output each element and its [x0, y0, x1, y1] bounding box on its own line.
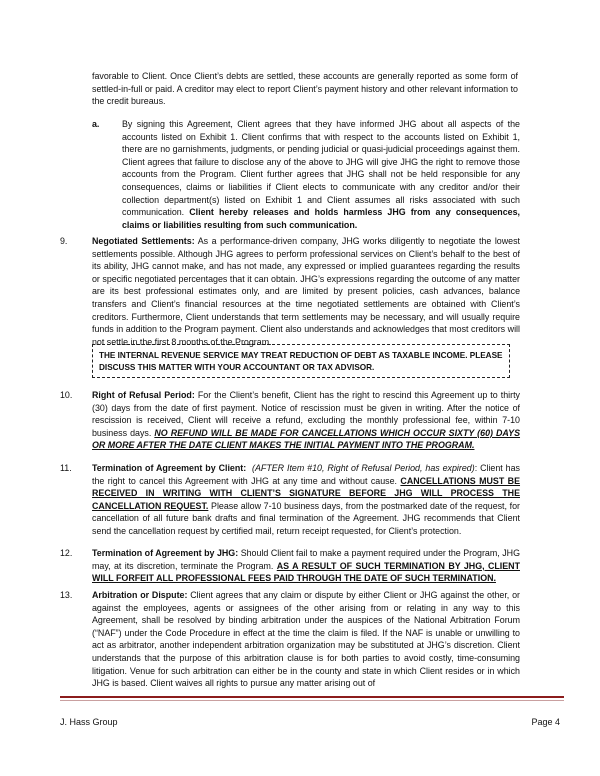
section-12-forfeit-notice: AS A RESULT OF SUCH TERMINATION BY JHG, CLIENT WILL FORFEIT ALL PROFESSIONAL FEES PAID THROUGH THE DATE OF SUCH TERMINATION. — [92, 560, 520, 584]
section-10-number: 10. — [60, 390, 73, 400]
section-10 — [60, 389, 520, 452]
section-11-text-2: Please allow 7-10 business days, from the postmarked date of the request, for cancellation of all future bank drafts and final termination of the Agreement. JHG recommends that Client send the cancellation request by certified mail, return receipt requested, for Client’s protection. — [92, 500, 520, 536]
section-12 — [60, 547, 520, 585]
section-11-cancellation-notice: CANCELLATIONS MUST BE RECEIVED IN WRITING WITH CLIENT’S SIGNATURE BEFORE JHG WILL PROCESS THE CANCELLATION REQUEST. — [92, 475, 521, 511]
section-12-number: 12. — [60, 548, 73, 558]
footer-rule — [60, 696, 564, 698]
section-13-text: Client agrees that any claim or dispute by either Client or JHG against the other, or against the employees, agents or assignees of the other arising from or relating in any way to this Agreement, shall be resolved by binding arbitration under the auspices of the National Arbitration Forum (“NAF”) under the Code Procedure in effect at the time the claim is filed. If the NAF is unable or unwilling to act as arbitrator, another independent arbitration organization may be substituted at JHG’s discretion. Client understands that the purpose of this arbitration clause is for both parties to avoid costly, time-consuming litigation. Venue for such arbitration can either be in the county and state in which Client resides or in which JHG is based. Client waives all rights to pursue any matter arising out of — [92, 590, 520, 689]
section-11-number: 11. — [60, 463, 72, 473]
intro-paragraph: favorable to Client. Once Client’s debts are settled, these accounts are generally reported as some form of settled-in-full or paid. A creditor may elect to report Client’s payment history and other relevant information to the credit bureaus. — [92, 71, 518, 107]
subsection-a-label: a. — [92, 119, 100, 129]
section-9 — [60, 235, 520, 348]
section-11-text-1: : Client has the right to cancel this Agreement with JHG at any time and without cause. — [92, 463, 520, 486]
section-9-number: 9. — [60, 236, 68, 246]
section-10-title: Right of Refusal Period: — [92, 390, 195, 400]
section-11-note: (AFTER Item #10, Right of Refusal Period, has expired) — [252, 463, 475, 473]
footer-rule-secondary — [60, 700, 564, 701]
section-10-no-refund: NO REFUND WILL BE MADE FOR CANCELLATIONS WHICH OCCUR SIXTY (60) DAYS OR MORE AFTER THE DATE CLIENT MAKES THE INITIAL PAYMENT INTO THE PROGRAM. — [92, 427, 521, 451]
section-12-body — [92, 547, 520, 585]
tax-notice-box: THE INTERNAL REVENUE SERVICE MAY TREAT REDUCTION OF DEBT AS TAXABLE INCOME. PLEASE DISCUSS THIS MATTER WITH YOUR ACCOUNTANT OR TAX ADVISOR. — [92, 344, 510, 378]
subsection-a-body — [122, 118, 520, 231]
footer-company-name: J. Hass Group — [60, 717, 118, 727]
section-11-body — [92, 462, 520, 538]
footer-page-number: Page 4 — [531, 717, 560, 727]
section-13-body — [92, 589, 520, 690]
section-11 — [60, 462, 520, 538]
section-13-number: 13. — [60, 590, 73, 600]
subsection-a — [92, 118, 520, 231]
section-13-title: Arbitration or Dispute: — [92, 590, 188, 600]
section-9-title: Negotiated Settlements: — [92, 236, 195, 246]
section-11-title: Termination of Agreement by Client: — [92, 463, 247, 473]
section-12-text: Should Client fail to make a payment required under the Program, JHG may, at its discretion, terminate the Program. — [92, 548, 520, 571]
section-10-body — [92, 389, 520, 452]
section-9-body — [92, 235, 520, 348]
section-12-title: Termination of Agreement by JHG: — [92, 548, 239, 558]
section-13 — [60, 589, 520, 690]
section-10-text: For the Client’s benefit, Client has the right to rescind this Agreement up to thirty (30) days from the date of first payment. Notice of rescission must be given in writing. After the notice of rescission is received, Client will receive a refund, excluding the monthly professional fee, within 7-10 business days. — [92, 390, 520, 438]
subsection-a-text: By signing this Agreement, Client agrees that they have informed JHG about all aspects of the accounts listed on Exhibit 1. Client confirms that with respect to the accounts listed on Exhibit 1, there are no garnishments, judgments, or pending judicial or quasi-judicial proceedings against them. Client agrees that failure to disclose any of the above to JHG will give JHG the right to remove those accounts from the Program. Client further agrees that JHG shall not be held responsible for any consequences, claims or liabilities if Client elects to communicate with any creditor and/or their collection department(s) listed on Exhibit 1 and Client assumes all risks associated with such communication. — [122, 119, 520, 218]
section-9-text: As a performance-driven company, JHG works diligently to negotiate the lowest settlements possible. Although JHG agrees to perform professional services on Client’s behalf to the best of its ability, JHG cannot make, and has not made, any expressed or implied guarantees regarding the results or specific negotiated percentages that it can obtain. JHG’s expressions regarding the outcome of any matter are its best professional estimates only, and are limited by present policies, cash advances, balance transfers and Client’s financial resources at the time negotiated settlements are obtained with Client’s creditors. Furthermore, Client understands that term settlements may be necessary, and will usually require funds in addition to the Program payment. Client also understands and acknowledges that most creditors will not settle in the first 8 months of the Program. — [92, 236, 520, 347]
subsection-a-release: Client hereby releases and holds harmless JHG from any consequences, claims or liabilities resulting from such communication. — [122, 207, 520, 230]
